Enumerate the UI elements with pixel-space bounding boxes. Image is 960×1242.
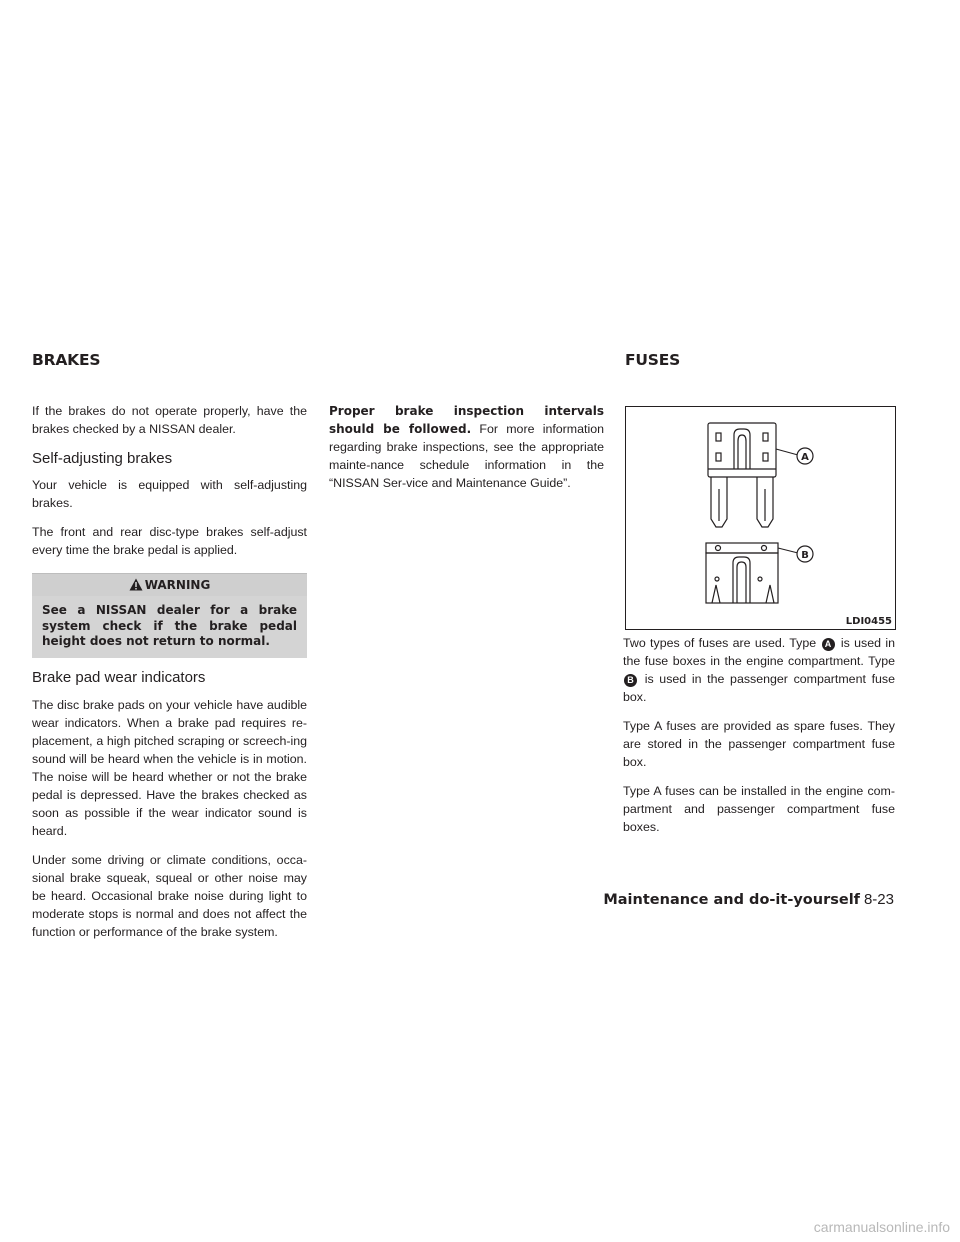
- inspection-rest: For more information regarding brake inspections, see the appropriate mainte-nance schedule information in the “NISSAN Ser-vice and Maintenance Guide”.: [329, 422, 604, 490]
- warning-text: See a NISSAN dealer for a brake system check if the brake pedal height does not return to normal.: [42, 603, 297, 648]
- fuse-types-part2: is used in the fuse boxes in the engine compartment. Type: [623, 636, 895, 668]
- fuse-marker-b: B: [624, 674, 637, 687]
- fuse-type-b-drawing: [706, 543, 778, 603]
- inspection-bold-lead: Proper brake inspection intervals should be followed.: [329, 404, 604, 436]
- fuses-heading: FUSES: [625, 351, 681, 369]
- pad-wear-p2: Under some driving or climate conditions, occa-sional brake squeak, squeal or other noise may be heard. Occasional brake noise during light to moderate stops is normal and does not affect the function or performance of the brake system.: [32, 852, 307, 939]
- warning-title: WARNING: [144, 578, 211, 592]
- middle-column: [329, 402, 604, 492]
- warning-triangle-icon: [129, 578, 143, 591]
- fuse-type-a-drawing: [708, 423, 776, 527]
- self-adjusting-heading: Self-adjusting brakes: [32, 450, 173, 467]
- callout-b-label: B: [801, 550, 809, 561]
- footer-section-title: Maintenance and do-it-yourself: [603, 892, 860, 908]
- callout-a-label: A: [801, 452, 809, 463]
- inspection-paragraph: [329, 402, 604, 492]
- right-column: [623, 634, 895, 836]
- pad-wear-p1: The disc brake pads on your vehicle have audible wear indicators. When a brake pad requires re-placement, a high pitched scraping or screech-ing sound will be heard when the vehicle is in motion. The noise will be heard whether or not the brake pedal is depressed. Have the brakes checked as soon as possible if the wear indicator sound is heard.: [32, 697, 307, 838]
- spare-fuses-paragraph: Type A fuses are provided as spare fuses. They are stored in the passenger compartment fuse box.: [623, 719, 895, 769]
- warning-box: [32, 573, 307, 658]
- left-column: [32, 402, 307, 941]
- brakes-intro: If the brakes do not operate properly, have the brakes checked by a NISSAN dealer.: [32, 404, 307, 436]
- fuse-types-part3: is used in the passenger compartment fuse box.: [623, 672, 895, 704]
- fuse-types-paragraph: [623, 634, 895, 706]
- self-adjusting-p2: The front and rear disc-type brakes self-adjust every time the brake pedal is applied.: [32, 525, 307, 557]
- brakes-heading: BRAKES: [32, 351, 101, 369]
- watermark: carmanualsonline.info: [813, 1219, 950, 1235]
- leader-line-b: [778, 548, 798, 553]
- fuse-marker-a: A: [822, 638, 835, 651]
- figure-code: LDI0455: [845, 616, 892, 627]
- self-adjusting-p1: Your vehicle is equipped with self-adjusting brakes.: [32, 478, 307, 510]
- fuse-figure: [625, 406, 896, 630]
- pad-wear-heading: Brake pad wear indicators: [32, 668, 206, 686]
- page-footer: [603, 891, 894, 909]
- leader-line-a: [776, 449, 798, 455]
- fuse-types-part1: Two types of fuses are used. Type: [623, 636, 817, 650]
- fuse-figure-drawing: [626, 407, 895, 629]
- footer-page-number: 8-23: [863, 891, 894, 908]
- install-fuses-paragraph: Type A fuses can be installed in the engine com-partment and passenger compartment fuse boxes.: [623, 784, 895, 834]
- warning-title-bar: [32, 573, 307, 596]
